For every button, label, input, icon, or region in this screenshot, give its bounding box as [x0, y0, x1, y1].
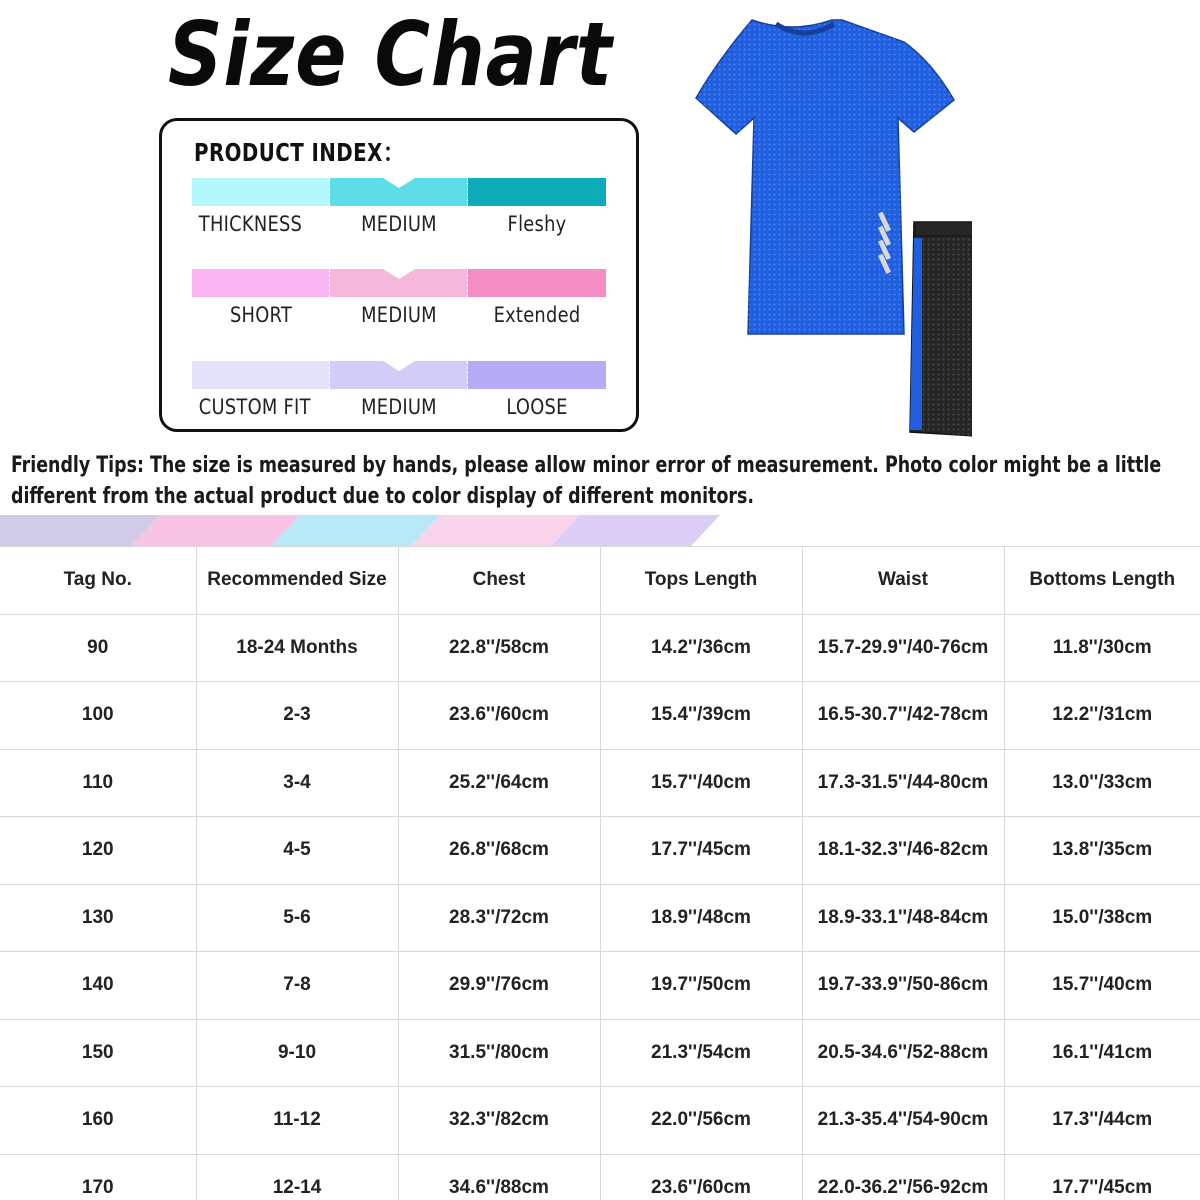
table-cell: 17.3''/44cm [1004, 1087, 1200, 1155]
column-header: Recommended Size [196, 547, 398, 615]
table-cell: 34.6''/88cm [398, 1154, 600, 1200]
table-cell: 4-5 [196, 817, 398, 885]
table-cell: 100 [0, 682, 196, 750]
index-label: LOOSE [506, 395, 568, 419]
table-cell: 90 [0, 614, 196, 682]
table-cell: 15.0''/38cm [1004, 884, 1200, 952]
table-row [0, 817, 1200, 885]
table-cell: 13.0''/33cm [1004, 749, 1200, 817]
column-header: Tag No. [0, 547, 196, 615]
table-cell: 15.7''/40cm [600, 749, 802, 817]
table-cell: 16.5-30.7''/42-78cm [802, 682, 1004, 750]
index-bar [192, 178, 330, 206]
friendly-tips-text: Friendly Tips: The size is measured by hands, please allow minor error of measurement. Photo color might be a little different from the actual product due to color display of different monitors. [11, 453, 1162, 509]
table-cell: 19.7''/50cm [600, 952, 802, 1020]
table-cell: 9-10 [196, 1019, 398, 1087]
table-cell: 15.7''/40cm [1004, 952, 1200, 1020]
index-row-thickness [192, 178, 606, 246]
table-row [0, 682, 1200, 750]
column-header: Tops Length [600, 547, 802, 615]
index-bar [468, 178, 606, 206]
index-label: Extended [493, 303, 581, 327]
table-cell: 120 [0, 817, 196, 885]
table-cell: 5-6 [196, 884, 398, 952]
index-bar [468, 361, 606, 389]
table-header-row [0, 547, 1200, 615]
table-cell: 2-3 [196, 682, 398, 750]
table-cell: 140 [0, 952, 196, 1020]
table-cell: 22.0''/56cm [600, 1087, 802, 1155]
size-table [0, 546, 1200, 1200]
table-cell: 17.7''/45cm [600, 817, 802, 885]
table-cell: 18.9-33.1''/48-84cm [802, 884, 1004, 952]
index-label: MEDIUM [361, 212, 437, 236]
index-row-fit [192, 361, 606, 429]
table-cell: 15.4''/39cm [600, 682, 802, 750]
table-cell: 23.6''/60cm [398, 682, 600, 750]
table-cell: 13.8''/35cm [1004, 817, 1200, 885]
index-label: MEDIUM [361, 395, 437, 419]
table-cell: 29.9''/76cm [398, 952, 600, 1020]
index-bar-active [330, 178, 468, 206]
table-cell: 11-12 [196, 1087, 398, 1155]
shorts-icon [910, 222, 972, 436]
table-cell: 12.2''/31cm [1004, 682, 1200, 750]
table-cell: 20.5-34.6''/52-88cm [802, 1019, 1004, 1087]
index-label: SHORT [229, 303, 293, 327]
product-index-panel [159, 118, 639, 432]
product-index-heading: PRODUCT INDEX： [194, 138, 406, 167]
table-cell: 3-4 [196, 749, 398, 817]
column-header: Chest [398, 547, 600, 615]
index-label: MEDIUM [361, 303, 437, 327]
table-cell: 19.7-33.9''/50-86cm [802, 952, 1004, 1020]
page-title: Size Chart [168, 3, 613, 106]
table-cell: 170 [0, 1154, 196, 1200]
table-cell: 22.0-36.2''/56-92cm [802, 1154, 1004, 1200]
table-cell: 18-24 Months [196, 614, 398, 682]
table-cell: 26.8''/68cm [398, 817, 600, 885]
index-bar-group [192, 269, 606, 297]
index-bar [192, 361, 330, 389]
index-bar [468, 269, 606, 297]
table-cell: 32.3''/82cm [398, 1087, 600, 1155]
index-bar-group [192, 361, 606, 389]
table-cell: 23.6''/60cm [600, 1154, 802, 1200]
table-cell: 22.8''/58cm [398, 614, 600, 682]
index-label: CUSTOM FIT [198, 395, 311, 419]
table-cell: 16.1''/41cm [1004, 1019, 1200, 1087]
notch-marker-icon [383, 178, 415, 188]
table-cell: 21.3''/54cm [600, 1019, 802, 1087]
index-row-length [192, 269, 606, 337]
index-label: THICKNESS [198, 212, 303, 236]
column-header: Bottoms Length [1004, 547, 1200, 615]
table-row [0, 952, 1200, 1020]
table-cell: 17.7''/45cm [1004, 1154, 1200, 1200]
product-photo-shirt-and-shorts [692, 12, 972, 442]
table-row [0, 884, 1200, 952]
index-bar-group [192, 178, 606, 206]
notch-marker-icon [383, 361, 415, 371]
table-cell: 11.8''/30cm [1004, 614, 1200, 682]
table-cell: 18.1-32.3''/46-82cm [802, 817, 1004, 885]
table-cell: 110 [0, 749, 196, 817]
table-cell: 25.2''/64cm [398, 749, 600, 817]
table-cell: 15.7-29.9''/40-76cm [802, 614, 1004, 682]
notch-marker-icon [383, 269, 415, 279]
index-bar-active [330, 269, 468, 297]
table-cell: 150 [0, 1019, 196, 1087]
index-label: Fleshy [507, 212, 567, 236]
table-row [0, 614, 1200, 682]
table-cell: 18.9''/48cm [600, 884, 802, 952]
table-cell: 7-8 [196, 952, 398, 1020]
index-bar [192, 269, 330, 297]
table-cell: 160 [0, 1087, 196, 1155]
decorative-color-stripes [0, 515, 720, 547]
table-cell: 12-14 [196, 1154, 398, 1200]
table-row [0, 1087, 1200, 1155]
table-cell: 14.2''/36cm [600, 614, 802, 682]
table-cell: 130 [0, 884, 196, 952]
table-cell: 28.3''/72cm [398, 884, 600, 952]
table-row [0, 749, 1200, 817]
column-header: Waist [802, 547, 1004, 615]
table-cell: 17.3-31.5''/44-80cm [802, 749, 1004, 817]
table-row [0, 1019, 1200, 1087]
table-cell: 21.3-35.4''/54-90cm [802, 1087, 1004, 1155]
table-cell: 31.5''/80cm [398, 1019, 600, 1087]
index-bar-active [330, 361, 468, 389]
table-row [0, 1154, 1200, 1200]
